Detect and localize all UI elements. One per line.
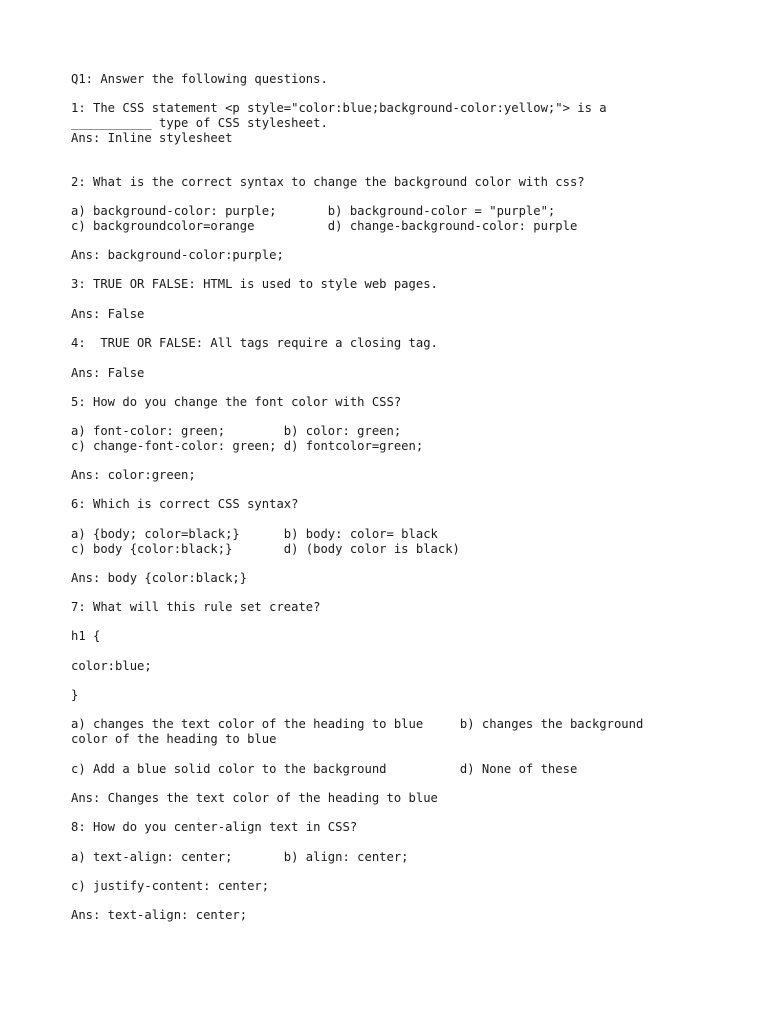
question-6-text: 6: Which is correct CSS syntax? <box>71 497 299 511</box>
question-heading: Q1: Answer the following questions. <box>71 72 328 86</box>
question-5-options-cd: c) change-font-color: green; d) fontcolor=green; <box>71 439 424 453</box>
question-8-options-ab: a) text-align: center; b) align: center; <box>71 850 409 864</box>
question-7-options-cd: c) Add a blue solid color to the background d) None of these <box>71 762 578 776</box>
question-3-text: 3: TRUE OR FALSE: HTML is used to style web pages. <box>71 277 438 291</box>
answer-1: Ans: Inline stylesheet <box>71 131 233 145</box>
answer-6: Ans: body {color:black;} <box>71 571 248 585</box>
question-8-text: 8: How do you center-align text in CSS? <box>71 820 358 834</box>
question-2-options-cd: c) backgroundcolor=orange d) change-background-color: purple <box>71 219 578 233</box>
question-2-options-ab: a) background-color: purple; b) background-color = "purple"; <box>71 204 556 218</box>
question-5-text: 5: How do you change the font color with CSS? <box>71 395 402 409</box>
question-7-options-ab: a) changes the text color of the heading to blue b) changes the background <box>71 717 644 731</box>
question-6-options-cd: c) body {color:black;} d) (body color is black) <box>71 542 460 556</box>
code-line-declaration: color:blue; <box>71 659 152 673</box>
question-6-options-ab: a) {body; color=black;} b) body: color= black <box>71 527 438 541</box>
answer-4: Ans: False <box>71 366 145 380</box>
answer-7: Ans: Changes the text color of the heading to blue <box>71 791 438 805</box>
question-8-option-c: c) justify-content: center; <box>71 879 270 893</box>
answer-2: Ans: background-color:purple; <box>71 248 284 262</box>
code-line-close: } <box>71 688 79 702</box>
answer-5: Ans: color:green; <box>71 468 196 482</box>
question-7-text: 7: What will this rule set create? <box>71 600 321 614</box>
question-5-options-ab: a) font-color: green; b) color: green; <box>71 424 402 438</box>
question-4-text: 4: TRUE OR FALSE: All tags require a closing tag. <box>71 336 438 350</box>
question-2-text: 2: What is the correct syntax to change the background color with css? <box>71 175 585 189</box>
question-1-text: 1: The CSS statement <p style="color:blue;background-color:yellow;"> is a <box>71 101 607 115</box>
question-7-options-ab-cont: color of the heading to blue <box>71 732 277 746</box>
answer-8: Ans: text-align: center; <box>71 908 248 922</box>
question-1-text-cont: ___________ type of CSS stylesheet. <box>71 116 328 130</box>
answer-3: Ans: False <box>71 307 145 321</box>
code-line-selector: h1 { <box>71 629 101 643</box>
